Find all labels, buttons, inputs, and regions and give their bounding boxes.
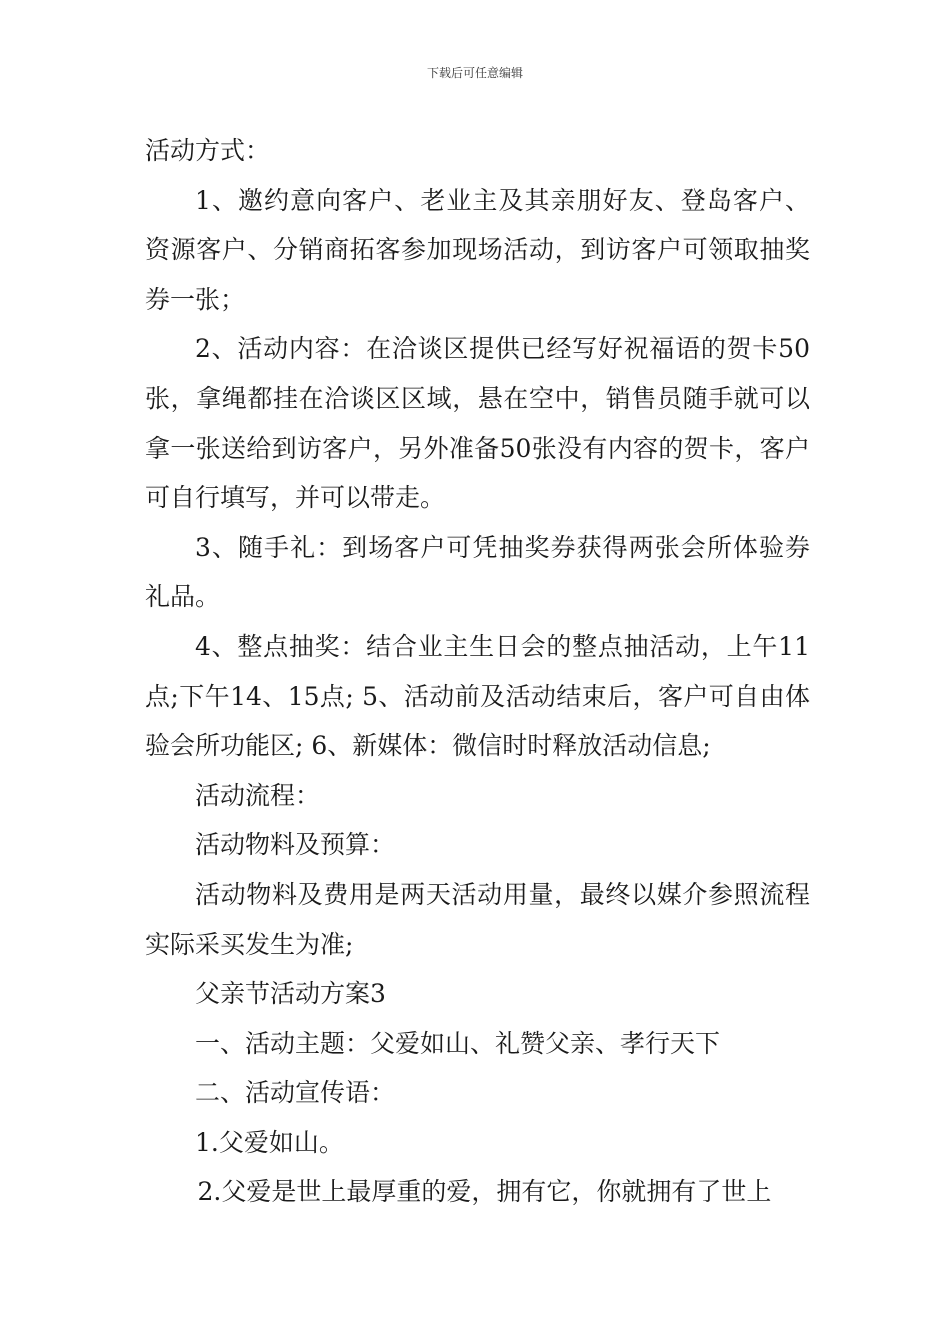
- paragraph-materials-budget: 活动物料及预算：: [195, 830, 396, 860]
- page-header: 下载后可任意编辑: [426, 66, 523, 80]
- document-body: [145, 126, 810, 1217]
- paragraph-slogan-1: 1.父爱如山。: [195, 1127, 344, 1157]
- paragraph-item-3: 3、随手礼：到场客户可凭抽奖券获得两张会所体验券礼品。: [145, 532, 810, 612]
- paragraph-activity-method: 活动方式：: [145, 136, 271, 165]
- paragraph-activity-flow: 活动流程：: [195, 780, 321, 810]
- paragraph-item-2: 2、活动内容：在洽谈区提供已经写好祝福语的贺卡50张，拿绳都挂在洽谈区区域，悬在空中，销售员随手就可以拿一张送给到访客户，另外准备50张没有内容的贺卡，客户可自行填写，并可以带走。: [145, 334, 810, 513]
- paragraph-materials-cost: 活动物料及费用是两天活动用量，最终以媒介参照流程实际采买发生为准;: [145, 879, 810, 959]
- paragraph-item-4: 4、整点抽奖：结合业主生日会的整点抽活动，上午11点;下午14、15点; 5、活动前及活动结束后，客户可自由体验会所功能区; 6、新媒体：微信时时释放活动信息;: [145, 631, 810, 761]
- paragraph-slogan-heading: 二、活动宣传语：: [195, 1078, 396, 1108]
- paragraph-slogan-2: 2.父爱是世上最厚重的爱，拥有它，你就拥有了世上: [197, 1177, 772, 1207]
- paragraph-theme: 一、活动主题：父爱如山、礼赞父亲、孝行天下: [195, 1028, 721, 1058]
- paragraph-plan-title: 父亲节活动方案3: [195, 979, 386, 1009]
- paragraph-item-1: 1、邀约意向客户、老业主及其亲朋好友、登岛客户、资源客户、分销商拓客参加现场活动，到访客户可领取抽奖券一张；: [145, 185, 810, 314]
